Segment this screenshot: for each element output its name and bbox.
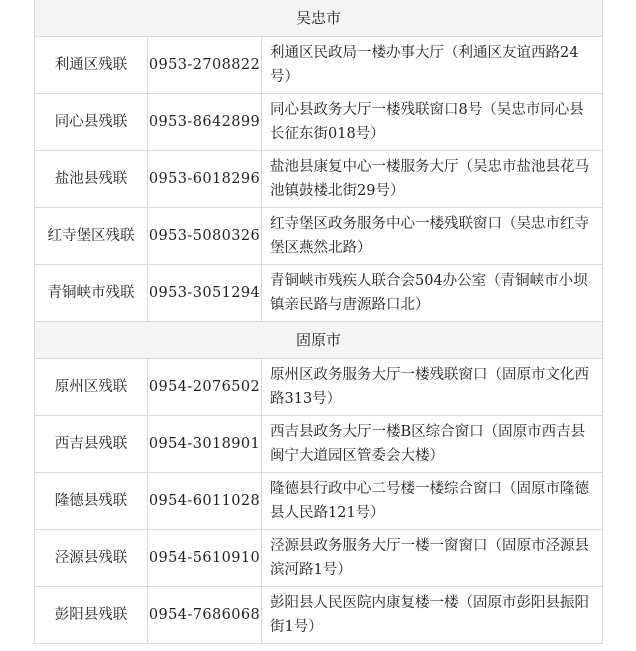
group-header-row	[35, 0, 603, 37]
office-name: 青铜峡市残联	[35, 265, 148, 322]
office-address: 红寺堡区政务服务中心一楼残联窗口（吴忠市红寺堡区燕然北路）	[262, 208, 603, 265]
office-name: 红寺堡区残联	[35, 208, 148, 265]
table-row	[35, 208, 603, 265]
office-name: 盐池县残联	[35, 151, 148, 208]
office-address: 隆德县行政中心二号楼一楼综合窗口（固原市隆德县人民路121号）	[262, 473, 603, 530]
office-address: 同心县政务大厅一楼残联窗口8号（吴忠市同心县长征东街018号）	[262, 94, 603, 151]
table-row	[35, 530, 603, 587]
office-phone: 0953-6018296	[148, 151, 262, 208]
office-phone: 0953-3051294	[148, 265, 262, 322]
table-row	[35, 265, 603, 322]
office-name: 隆德县残联	[35, 473, 148, 530]
table-row	[35, 587, 603, 644]
office-address: 利通区民政局一楼办事大厅（利通区友谊西路24号）	[262, 37, 603, 94]
office-name: 同心县残联	[35, 94, 148, 151]
contact-table	[34, 0, 603, 644]
group-name: 吴忠市	[35, 0, 603, 37]
group-header-row	[35, 322, 603, 359]
office-address: 泾源县政务服务大厅一楼一窗窗口（固原市泾源县滨河路1号）	[262, 530, 603, 587]
office-address: 原州区政务服务大厅一楼残联窗口（固原市文化西路313号）	[262, 359, 603, 416]
office-name: 利通区残联	[35, 37, 148, 94]
office-phone: 0954-6011028	[148, 473, 262, 530]
office-phone: 0954-3018901	[148, 416, 262, 473]
office-address: 西吉县政务大厅一楼B区综合窗口（固原市西吉县闽宁大道园区管委会大楼）	[262, 416, 603, 473]
office-phone: 0954-2076502	[148, 359, 262, 416]
office-name: 彭阳县残联	[35, 587, 148, 644]
table-row	[35, 359, 603, 416]
office-name: 原州区残联	[35, 359, 148, 416]
office-phone: 0953-2708822	[148, 37, 262, 94]
table-row	[35, 473, 603, 530]
table-row	[35, 37, 603, 94]
office-phone: 0953-8642899	[148, 94, 262, 151]
table-row	[35, 151, 603, 208]
office-phone: 0954-5610910	[148, 530, 262, 587]
office-phone: 0953-5080326	[148, 208, 262, 265]
office-address: 盐池县康复中心一楼服务大厅（吴忠市盐池县花马池镇鼓楼北街29号）	[262, 151, 603, 208]
table-row	[35, 94, 603, 151]
office-phone: 0954-7686068	[148, 587, 262, 644]
office-name: 西吉县残联	[35, 416, 148, 473]
office-address: 青铜峡市残疾人联合会504办公室（青铜峡市小坝镇亲民路与唐源路口北）	[262, 265, 603, 322]
office-address: 彭阳县人民医院内康复楼一楼（固原市彭阳县振阳街1号）	[262, 587, 603, 644]
group-name: 固原市	[35, 322, 603, 359]
table-row	[35, 416, 603, 473]
office-name: 泾源县残联	[35, 530, 148, 587]
